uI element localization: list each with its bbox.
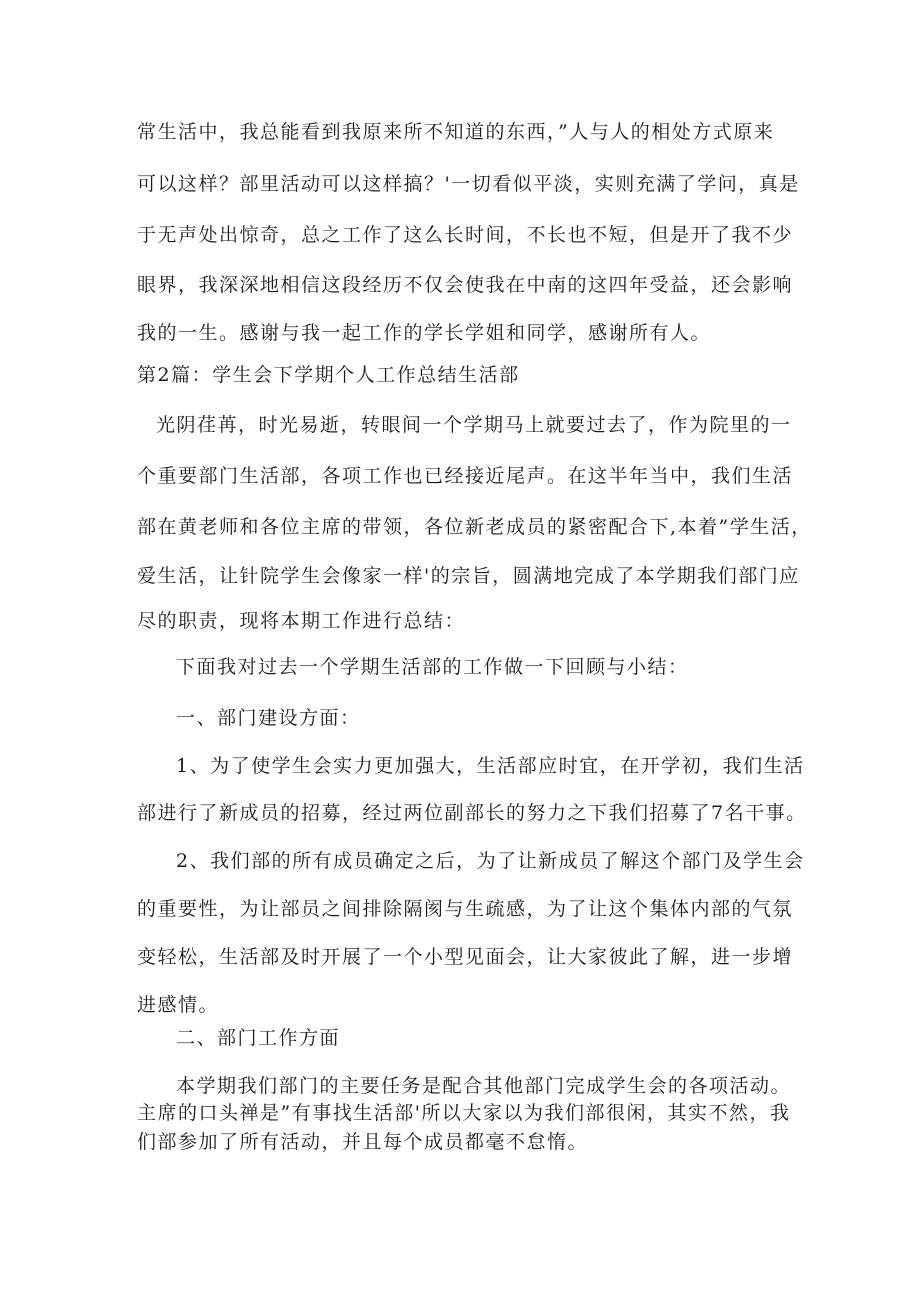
text-line: 2、我们部的所有成员确定之后，为了让新成员了解这个部门及学生会 xyxy=(176,850,805,872)
text-line: 尽的职责，现将本期工作进行总结： xyxy=(137,610,466,632)
text-line: 本学期我们部门的主要任务是配合其他部门完成学生会的各项活动。 xyxy=(176,1075,792,1097)
section-heading: 第2篇：学生会下学期个人工作总结生活部 xyxy=(137,364,520,386)
text-line: 的重要性，为让部员之间排除隔阂与生疏感，为了让这个集体内部的气氛 xyxy=(137,898,794,920)
text-line: 常生活中，我总能看到我原来所不知道的东西，”人与人的相处方式原来 xyxy=(137,121,775,143)
text-line: 变轻松，生活部及时开展了一个小型见面会，让大家彼此了解，进一步增 xyxy=(137,946,794,968)
text-line: 我的一生。感谢与我一起工作的学长学姐和同学，感谢所有人。 xyxy=(137,322,712,344)
text-line: 进感情。 xyxy=(137,994,220,1016)
text-line: 眼界，我深深地相信这段经历不仅会使我在中南的这四年受益，还会影响 xyxy=(137,274,794,296)
text-line: 爱生活，让针院学生会像家一样'的宗旨，圆满地完成了本学期我们部门应 xyxy=(137,565,800,587)
subheading: 二、部门工作方面 xyxy=(176,1027,341,1049)
text-line: 们部参加了所有活动，并且每个成员都毫不怠惰。 xyxy=(137,1131,589,1153)
subheading: 一、部门建设方面： xyxy=(176,707,361,729)
text-line: 于无声处出惊奇，总之工作了这么长时间，不长也不短，但是开了我不少 xyxy=(137,224,794,246)
text-line: 部在黄老师和各位主席的带领，各位新老成员的紧密配合下,本着”学生活， xyxy=(137,516,812,538)
text-line: 可以这样？部里活动可以这样搞？'一切看似平淡，实则充满了学问，真是 xyxy=(137,173,800,195)
text-line: 光阴荏苒，时光易逝，转眼间一个学期马上就要过去了，作为院里的一 xyxy=(156,414,792,436)
text-line: 下面我对过去一个学期生活部的工作做一下回顾与小结： xyxy=(176,656,689,678)
text-line: 1、为了使学生会实力更加强大，生活部应时宜，在开学初，我们生活 xyxy=(176,755,805,777)
text-line: 个重要部门生活部，各项工作也已经接近尾声。在这半年当中，我们生活 xyxy=(137,465,794,487)
text-line: 部进行了新成员的招募，经过两位副部长的努力之下我们招募了7名干事。 xyxy=(137,802,807,824)
text-line: 主席的口头禅是”有事找生活部'所以大家以为我们部很闲，其实不然，我 xyxy=(137,1102,791,1124)
